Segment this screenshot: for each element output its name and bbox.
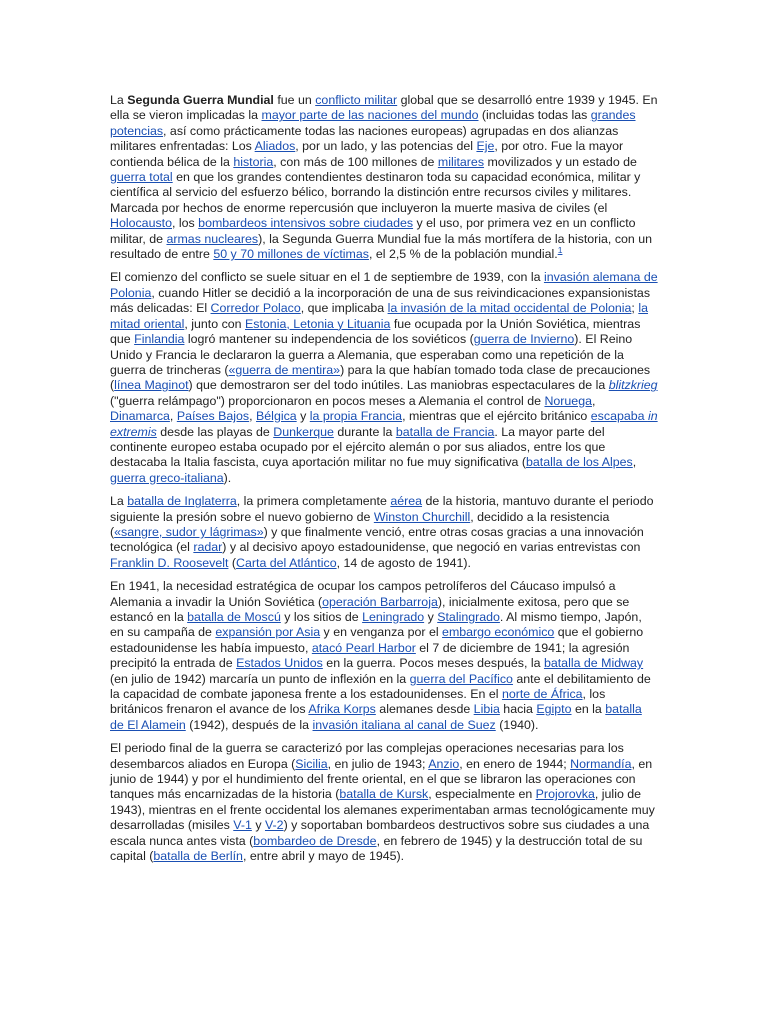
article-text: , julio de 1943), mientras en el frente occidental los alemanes experimentaban armas tecnológicamente muy desarrolladas (misiles: [110, 787, 655, 833]
article-text: ) para la que habían tomado toda clase de precauciones (: [110, 362, 651, 393]
article-text: ), inicialmente exitosa, pero que se estancó en la: [110, 594, 630, 624]
article-link[interactable]: bombardeos intensivos sobre ciudades: [198, 216, 414, 231]
article-text: , por un lado, y las potencias del: [295, 139, 477, 154]
article-text: , mientras que el ejército británico: [402, 409, 591, 424]
article-text: ,: [169, 409, 177, 424]
article-link[interactable]: expansión por Asia: [215, 625, 321, 640]
article-link[interactable]: batalla de Moscú: [187, 610, 281, 624]
article-link[interactable]: Libia: [473, 702, 500, 717]
article-body: [110, 93, 658, 873]
article-text: El comienzo del conflicto se suele situar en el 1 de septiembre de 1939, con la: [110, 270, 544, 285]
article-link[interactable]: batalla de El Alamein: [110, 702, 642, 732]
article-text: ) y soportaban bombardeos destructivos sobre sus ciudades a una escala nunca antes vista (: [110, 818, 650, 848]
article-paragraph-1: [110, 93, 658, 262]
article-text: global que se desarrolló entre 1939 y 1945. En ella se vieron implicadas la: [110, 93, 658, 123]
article-text: logró mantener su independencia de los soviéticos (: [184, 332, 474, 347]
article-text: (incluidas todas las: [478, 108, 591, 123]
article-text: ). El Reino Unido y Francia le declararon la guerra a Alemania, que esperaban como una repetición de la guerra de trincheras (: [110, 332, 633, 377]
article-link[interactable]: 50 y 70 millones de víctimas: [213, 247, 369, 262]
article-text: ante el debilitamiento de la capacidad de combate japonesa frente a los estadounidenses. En el: [110, 671, 651, 702]
article-text: , decidido a la resistencia (: [110, 509, 610, 539]
article-link[interactable]: Stalingrado: [437, 610, 500, 624]
article-link[interactable]: militares: [437, 154, 485, 169]
article-text: ;: [631, 301, 639, 316]
article-link[interactable]: línea Maginot: [114, 378, 189, 393]
article-link[interactable]: guerra del Pacífico: [409, 671, 513, 686]
article-text: , en febrero de 1945) y la destrucción total de su capital (: [110, 833, 643, 864]
article-link[interactable]: la mitad oriental: [110, 301, 648, 331]
article-text: desde las playas de: [156, 424, 274, 439]
article-text: La: [110, 93, 128, 107]
article-text: , 14 de agosto de 1941).: [336, 555, 471, 570]
article-text: ) y al decisivo apoyo estadounidense, que negoció en varias entrevistas con: [222, 540, 641, 555]
article-link[interactable]: Anzio: [428, 756, 460, 771]
article-paragraph-2: [110, 270, 658, 486]
article-link[interactable]: armas nucleares: [166, 231, 259, 246]
article-text: ), la Segunda Guerra Mundial fue la más mortífera de la historia, con un resultado de entre: [110, 231, 653, 262]
article-link[interactable]: batalla de Francia: [395, 424, 495, 439]
article-link[interactable]: V-1: [233, 818, 252, 833]
article-paragraph-3: [110, 494, 658, 571]
article-text: fue un: [273, 93, 316, 107]
article-link[interactable]: batalla de los Alpes: [525, 455, 633, 470]
article-text: El periodo final de la guerra se caracterizó por las complejas operaciones necesarias para los desembarcos aliados en Europa (: [110, 741, 624, 771]
article-text: , así como prácticamente todas las naciones europeas) agrupadas en dos alianzas militares enfrentadas: Los: [110, 123, 619, 154]
article-link[interactable]: batalla de Inglaterra: [127, 494, 237, 509]
article-link[interactable]: Normandía: [570, 756, 632, 771]
article-text: ,: [632, 455, 637, 470]
article-link[interactable]: conflicto militar: [315, 93, 398, 107]
article-text: (1942), después de la: [185, 717, 313, 732]
article-link[interactable]: Holocausto: [110, 216, 172, 231]
article-text: el 7 de diciembre de 1941; la agresión precipitó la entrada de: [110, 640, 630, 671]
article-link[interactable]: historia: [233, 154, 274, 169]
article-link[interactable]: Estonia, Letonia y Lituania: [245, 316, 391, 331]
article-link[interactable]: batalla de Berlín: [153, 849, 243, 864]
article-text: . La mayor parte del continente europeo estaba ocupado por el ejército alemán o por sus aliados, entre los que destacaba la Italia fascista, cuya aportación militar no fue muy significativa (: [110, 424, 606, 470]
article-text: La: [110, 494, 128, 509]
article-link[interactable]: operación Barbarroja: [322, 594, 438, 609]
article-link[interactable]: la invasión de la mitad occidental de Polonia: [387, 301, 632, 316]
article-text: y: [424, 610, 438, 624]
article-text: En 1941, la necesidad estratégica de ocupar los campos petrolíferos del Cáucaso impulsó a Alemania a invadir la Unión Soviética (: [110, 579, 616, 609]
article-link[interactable]: escapaba: [590, 409, 648, 424]
article-link[interactable]: Finlandia: [134, 332, 185, 347]
article-text: (en julio de 1942) marcaría un punto de inflexión en la: [110, 671, 410, 686]
article-link[interactable]: Estados Unidos: [236, 656, 323, 671]
article-link[interactable]: atacó Pearl Harbor: [311, 640, 416, 655]
article-link[interactable]: Projorovka: [535, 787, 595, 802]
article-link[interactable]: guerra de Invierno: [473, 332, 575, 347]
article-link[interactable]: Franklin D. Roosevelt: [110, 555, 229, 570]
article-link[interactable]: batalla de Kursk: [339, 787, 429, 802]
article-text: , en junio de 1944) y por el hundimiento del frente oriental, en el que se libraron las operaciones con tanques más encarnizadas de la historia (: [110, 756, 653, 802]
article-text: ) y que finalmente venció, entre otras cosas gracias a una innovación tecnológica (el: [110, 524, 644, 555]
article-text: de la historia, mantuvo durante el periodo siguiente la presión sobre el nuevo gobierno de: [110, 494, 654, 524]
article-link[interactable]: in extremis: [110, 409, 658, 439]
article-text: y: [251, 818, 265, 833]
article-link[interactable]: embargo económico: [442, 625, 555, 640]
article-text: ).: [223, 470, 232, 485]
article-link[interactable]: guerra total: [110, 170, 173, 185]
article-link[interactable]: «sangre, sudor y lágrimas»: [114, 524, 264, 539]
article-text: en la guerra. Pocos meses después, la: [322, 656, 544, 671]
article-text: (: [228, 555, 237, 570]
article-text: durante la: [333, 424, 396, 439]
article-text: , cuando Hitler se decidió a la incorporación de una de sus reivindicaciones expansionistas más delicadas: El: [110, 285, 651, 316]
article-link[interactable]: Dinamarca: [110, 409, 170, 424]
article-text: en la: [571, 702, 606, 717]
article-link[interactable]: norte de África: [501, 687, 583, 702]
article-text: ) que demostraron ser del todo inútiles. Las maniobras espectaculares de la: [188, 378, 609, 393]
article-link[interactable]: Carta del Atlántico: [236, 555, 337, 570]
article-link[interactable]: Eje: [476, 139, 495, 154]
article-link[interactable]: Leningrado: [362, 610, 425, 624]
article-link[interactable]: mayor parte de las naciones del mundo: [261, 108, 479, 123]
article-link[interactable]: invasión alemana de Polonia: [110, 270, 658, 300]
article-text: . Al mismo tiempo, Japón, en su campaña de: [110, 610, 642, 640]
article-link[interactable]: aérea: [390, 494, 423, 509]
article-text: alemanes desde: [375, 702, 474, 717]
article-link[interactable]: Corredor Polaco: [210, 301, 301, 316]
article-link[interactable]: V-2: [264, 818, 284, 833]
article-text: , en julio de 1943;: [327, 756, 429, 771]
article-text: fue ocupada por la Unión Soviética, mientras que: [110, 316, 641, 347]
article-text: , en enero de 1944;: [459, 756, 571, 771]
article-link[interactable]: Noruega: [544, 393, 592, 408]
article-link[interactable]: la propia Francia: [309, 409, 403, 424]
article-text: que el gobierno estadounidense les había impuesto,: [110, 625, 644, 655]
article-link[interactable]: Afrika Korps: [308, 702, 376, 717]
article-link[interactable]: Bélgica: [256, 409, 297, 424]
article-text: ("guerra relámpago") proporcionaron en pocos meses a Alemania el control de: [110, 393, 545, 408]
article-text: , por otro. Fue la mayor contienda bélica de la: [110, 139, 624, 169]
article-text: , los: [172, 216, 199, 231]
article-link[interactable]: blitzkrieg: [608, 378, 658, 393]
article-text: , que implicaba: [300, 301, 388, 316]
article-text: y el uso, por primera vez en un conflicto militar, de: [110, 216, 636, 246]
article-text: ,: [591, 393, 596, 408]
article-text: en que los grandes contendientes destinaron toda su capacidad económica, militar y científica al servicio del esfuerzo bélico, borrando la distinción entre recursos civiles y militares. Marcada por hechos de enorme repercusión que incluyeron la muerte masiva de civiles (el: [110, 170, 641, 215]
article-paragraph-4: [110, 579, 658, 733]
article-link[interactable]: Dunkerque: [273, 424, 334, 439]
article-text: , junto con: [184, 316, 246, 331]
article-text: , el 2,5 % de la población mundial.: [368, 247, 558, 262]
article-link[interactable]: guerra greco-italiana: [110, 470, 224, 485]
article-link[interactable]: invasión italiana al canal de Suez: [312, 717, 496, 732]
article-link[interactable]: bombardeo de Dresde: [253, 833, 377, 848]
article-title-text: Segunda Guerra Mundial: [127, 93, 274, 107]
article-text: hacia: [499, 702, 537, 717]
article-link[interactable]: Egipto: [536, 702, 572, 717]
article-text: , especialmente en: [428, 787, 536, 802]
article-link[interactable]: batalla de Midway: [543, 656, 644, 671]
article-text: (1940).: [495, 717, 539, 732]
article-text: movilizados y un estado de: [484, 154, 637, 169]
article-text: y: [296, 409, 310, 424]
article-link[interactable]: «guerra de mentira»: [228, 362, 341, 377]
article-text: , entre abril y mayo de 1945).: [242, 849, 405, 864]
article-link[interactable]: radar: [193, 540, 223, 555]
article-text: , la primera completamente: [236, 494, 391, 509]
article-link[interactable]: Winston Churchill: [373, 509, 471, 524]
article-link[interactable]: Sicilia: [295, 756, 328, 771]
article-link[interactable]: grandes potencias: [110, 108, 636, 138]
article-paragraph-5: [110, 741, 658, 864]
article-text: , con más de 100 millones de: [273, 154, 438, 169]
footnote-link[interactable]: 1: [557, 244, 563, 255]
article-text: y los sitios de: [280, 610, 363, 624]
article-text: ,: [249, 409, 257, 424]
article-link[interactable]: Países Bajos: [176, 409, 250, 424]
article-link[interactable]: Aliados: [254, 139, 296, 154]
article-text: , los británicos frenaron el avance de los: [110, 687, 606, 717]
article-text: y en venganza por el: [320, 625, 443, 640]
